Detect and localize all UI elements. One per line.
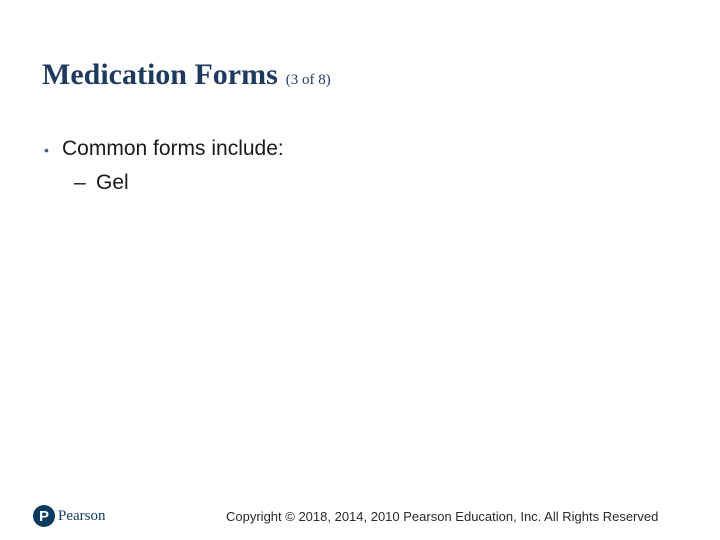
sub-bullet-item (44, 171, 284, 203)
dash-glyph: – (74, 171, 86, 194)
copyright-text: Copyright © 2018, 2014, 2010 Pearson Education, Inc. All Rights Reserved (226, 509, 659, 524)
bullet-text: Common forms include: (62, 137, 284, 160)
slide-title (42, 58, 331, 92)
title-suffix: (3 of 8) (285, 72, 331, 88)
title-text: Medication Forms (42, 58, 278, 91)
sub-bullet-text: Gel (96, 171, 129, 194)
bullet-glyph: • (44, 142, 49, 158)
logo-circle: P (33, 505, 55, 527)
bullet-item (44, 137, 284, 171)
pearson-logo-icon (33, 505, 106, 527)
bullet-list (44, 137, 284, 203)
logo-wordmark: Pearson (58, 507, 106, 524)
